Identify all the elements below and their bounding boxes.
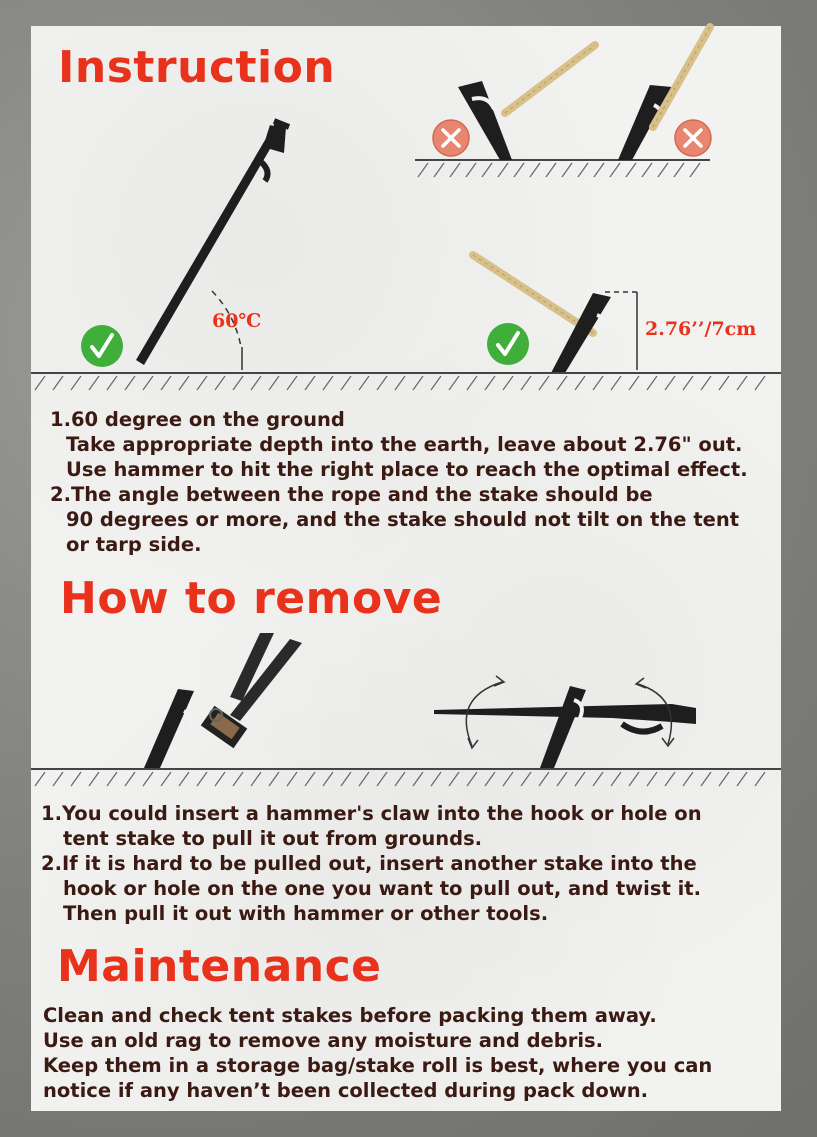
hammer-claw-removal-illustration <box>130 633 330 773</box>
instruction-text <box>50 407 748 557</box>
check-mark-icon <box>486 322 530 366</box>
check-mark-icon <box>80 324 124 368</box>
cross-mark-icon <box>431 118 471 158</box>
hammer-with-claw <box>201 633 302 748</box>
twist-removal-illustration <box>432 668 702 773</box>
hammer-right <box>653 27 710 127</box>
text-line: Keep them in a storage bag/stake roll is best, where you can <box>43 1054 713 1077</box>
text-line: 2.The angle between the rope and the stake should be <box>50 483 653 506</box>
angle-label: 60℃ <box>212 310 262 332</box>
text-line: Take appropriate depth into the earth, leave about 2.76" out. <box>66 433 743 456</box>
text-line: 1.60 degree on the ground <box>50 408 345 431</box>
text-line: notice if any haven’t been collected during pack down. <box>43 1079 649 1102</box>
text-line: Clean and check tent stakes before packing them away. <box>43 1004 657 1027</box>
remove-text <box>41 801 702 926</box>
tilted-stake-right <box>618 85 672 160</box>
vertical-stake <box>540 686 586 768</box>
text-line: Use hammer to hit the right place to reach the optimal effect. <box>66 458 748 481</box>
tent-stake-correct <box>551 293 611 373</box>
maintenance-title: Maintenance <box>57 941 382 992</box>
wrong-hammering-illustration <box>410 25 720 185</box>
text-line: Use an old rag to remove any moisture and debris. <box>43 1029 604 1052</box>
text-line: 1.You could insert a hammer's claw into the hook or hole on <box>41 802 702 825</box>
ground-line-illustration <box>31 766 781 790</box>
text-line: tent stake to pull it out from grounds. <box>63 827 483 850</box>
text-line: or tarp side. <box>66 533 202 556</box>
hammer-left <box>505 45 595 113</box>
text-line: 90 degrees or more, and the stake should not tilt on the tent <box>66 508 740 531</box>
depth-label: 2.76’’/7cm <box>645 318 757 340</box>
text-line: Then pull it out with hammer or other tools. <box>63 902 549 925</box>
maintenance-text <box>43 1003 712 1103</box>
instruction-title: Instruction <box>58 42 336 93</box>
ground-hatching <box>418 163 700 177</box>
ground-line-illustration <box>31 370 781 394</box>
cross-mark-icon <box>673 118 713 158</box>
remove-title: How to remove <box>60 573 443 624</box>
text-line: hook or hole on the one you want to pull out, and twist it. <box>63 877 701 900</box>
text-line: 2.If it is hard to be pulled out, insert another stake into the <box>41 852 697 875</box>
